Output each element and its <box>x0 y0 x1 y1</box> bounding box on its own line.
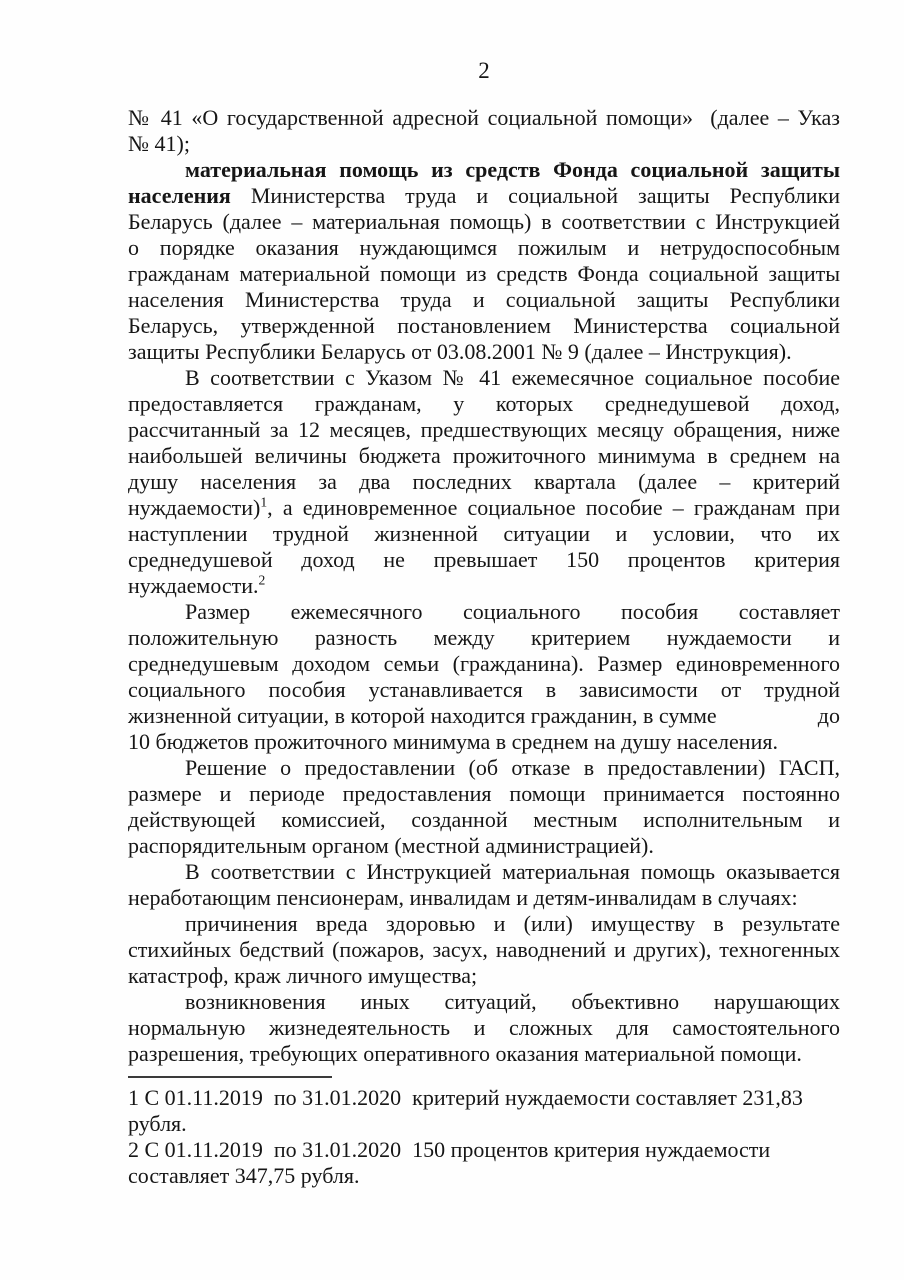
body-paragraph <box>128 859 840 911</box>
text-line <box>128 989 840 1015</box>
footnote-line: 2 С 01.11.2019 по 31.01.2020 150 процентов критерия нуждаемости <box>128 1137 771 1162</box>
text-run: нормальную жизнедеятельность и сложных для самостоятельного <box>128 1015 840 1040</box>
text-line <box>128 261 840 287</box>
text-run: жизненной ситуации, в которой находится гражданин, в сумме <box>128 703 717 728</box>
text-run: № 41); <box>128 131 190 156</box>
text-run: разрешения, требующих оперативного оказания материальной помощи. <box>128 1041 802 1066</box>
text-run: наступлении трудной жизненной ситуации и условии, что их <box>128 521 840 546</box>
text-run: положительную разность между критерием нуждаемости и <box>128 625 840 650</box>
text-run: действующей комиссией, созданной местным исполнительным и <box>128 807 840 832</box>
text-run: Размер ежемесячного социального пособия составляет <box>185 599 840 624</box>
text-line <box>128 235 840 261</box>
text-line <box>128 625 840 651</box>
text-run: до <box>817 703 840 728</box>
text-line <box>128 651 840 677</box>
text-line <box>128 131 840 157</box>
text-run: стихийных бедствий (пожаров, засух, наводнений и других), техногенных <box>128 937 840 962</box>
text-line <box>128 313 840 339</box>
text-run: Решение о предоставлении (об отказе в предоставлении) ГАСП, <box>185 755 840 780</box>
gap-spacer <box>717 703 818 729</box>
text-line <box>128 729 840 755</box>
page-content <box>128 58 840 1189</box>
text-line <box>128 547 840 573</box>
text-run: социального пособия устанавливается в зависимости от трудной <box>128 677 840 702</box>
text-line <box>128 443 840 469</box>
footnote-marker: 2 <box>258 572 266 588</box>
text-run: Беларусь, утвержденной постановлением Министерства социальной <box>128 313 840 338</box>
page-number: 2 <box>478 58 490 83</box>
text-run: нуждаемости. <box>128 573 259 598</box>
text-run: катастроф, краж личного имущества; <box>128 963 478 988</box>
footnote-line: рубля. <box>128 1111 187 1136</box>
text-run: Беларусь (далее – материальная помощь) в соответствии с Инструкцией <box>128 209 840 234</box>
text-line <box>128 183 840 209</box>
text-line <box>128 859 840 885</box>
text-run: рассчитанный за 12 месяцев, предшествующих месяцу обращения, ниже <box>128 417 840 442</box>
footnote-line: 1 С 01.11.2019 по 31.01.2020 критерий нуждаемости составляет 231,83 <box>128 1085 803 1110</box>
text-line <box>128 573 840 599</box>
text-line <box>128 937 840 963</box>
text-line <box>128 105 840 131</box>
footnote-item <box>128 1085 840 1137</box>
body-paragraph <box>128 911 840 989</box>
body-paragraph <box>128 599 840 755</box>
text-run: наибольшей величины бюджета прожиточного минимума в среднем на <box>128 443 840 468</box>
text-run: о порядке оказания нуждающимся пожилым и нетрудоспособным <box>128 235 840 260</box>
text-run: В соответствии с Инструкцией материальная помощь оказывается <box>185 859 840 884</box>
text-run: размере и периоде предоставления помощи принимается постоянно <box>128 781 840 806</box>
body-paragraph <box>128 755 840 859</box>
text-run: нуждаемости) <box>128 495 261 520</box>
text-line <box>128 677 840 703</box>
text-line <box>128 833 840 859</box>
document-body <box>128 105 840 1067</box>
text-run: защиты Республики Беларусь от 03.08.2001 № 9 (далее – Инструкция). <box>128 339 792 364</box>
text-line <box>128 209 840 235</box>
text-run: распорядительным органом (местной администрацией). <box>128 833 654 858</box>
text-line <box>128 157 840 183</box>
text-line <box>128 755 840 781</box>
text-run: неработающим пенсионерам, инвалидам и детям-инвалидам в случаях: <box>128 885 798 910</box>
body-paragraph <box>128 365 840 599</box>
text-line <box>128 781 840 807</box>
text-line <box>128 521 840 547</box>
text-run: материальная помощь из средств Фонда социальной защиты <box>185 157 840 182</box>
text-run: причинения вреда здоровью и (или) имуществу в результате <box>185 911 840 936</box>
footnote-marker: 1 <box>260 494 268 510</box>
footnotes-section <box>128 1085 840 1189</box>
text-line <box>128 703 840 729</box>
body-paragraph <box>128 105 840 157</box>
text-run: возникновения иных ситуаций, объективно нарушающих <box>185 989 840 1014</box>
text-run: населения <box>128 183 231 208</box>
text-run: В соответствии с Указом № 41 ежемесячное социальное пособие <box>185 365 840 390</box>
text-line <box>128 287 840 313</box>
footnote-separator <box>128 1076 332 1078</box>
text-run: , а единовременное социальное пособие – гражданам при <box>267 495 840 520</box>
text-line <box>128 599 840 625</box>
text-line <box>128 807 840 833</box>
body-paragraph <box>128 989 840 1067</box>
text-run: душу населения за два последних квартала (далее – критерий <box>128 469 840 494</box>
text-line <box>128 417 840 443</box>
text-line <box>128 469 840 495</box>
text-line <box>128 339 840 365</box>
text-run: Министерства труда и социальной защиты Республики <box>230 183 840 208</box>
footnote-line: составляет 347,75 рубля. <box>128 1163 360 1188</box>
text-line <box>128 911 840 937</box>
text-line <box>128 1015 840 1041</box>
text-run: населения Министерства труда и социальной защиты Республики <box>128 287 840 312</box>
text-run: 10 бюджетов прожиточного минимума в среднем на душу населения. <box>128 729 778 754</box>
footnote-item <box>128 1137 840 1189</box>
text-run: предоставляется гражданам, у которых среднедушевой доход, <box>128 391 840 416</box>
text-run: № 41 «О государственной адресной социальной помощи» (далее – Указ <box>128 105 840 130</box>
text-run: гражданам материальной помощи из средств Фонда социальной защиты <box>128 261 840 286</box>
text-run: среднедушевой доход не превышает 150 процентов критерия <box>128 547 840 572</box>
text-line <box>128 495 840 521</box>
body-paragraph <box>128 157 840 365</box>
text-line <box>128 963 840 989</box>
text-line <box>128 1041 840 1067</box>
text-line <box>128 391 840 417</box>
text-line <box>128 885 840 911</box>
text-run: среднедушевым доходом семьи (гражданина). Размер единовременного <box>128 651 840 676</box>
text-line <box>128 365 840 391</box>
